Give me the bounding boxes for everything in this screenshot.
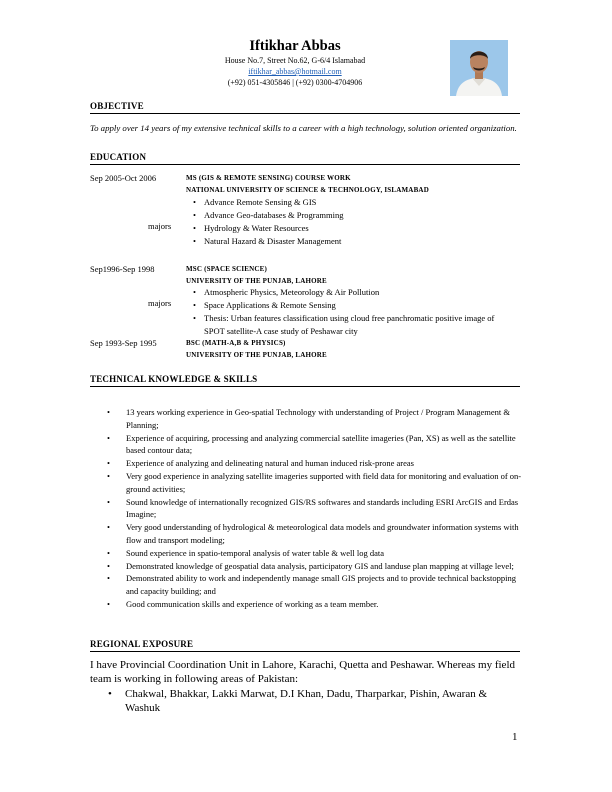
regional-list — [108, 687, 518, 715]
list-item: • Experience of acquiring, processing and analyzing commercial satellite imageries (Pan, XS) as well as the satellite based contour data; — [107, 432, 522, 458]
edu-majors-label: majors — [148, 298, 172, 308]
edu-majors-list — [193, 286, 513, 338]
edu-degree: BSC (MATH-A,B & PHYSICS) — [186, 339, 286, 347]
list-item: • Sound knowledge of internationally recognized GIS/RS softwares and standards including ESRI ArcGIS and Erdas Imagine; — [107, 496, 522, 522]
list-item: • Thesis: Urban features classification using cloud free panchromatic positive image of SPOT satellite-A case study of Peshawar city — [193, 312, 513, 338]
list-item: • Atmospheric Physics, Meteorology & Air Pollution — [193, 286, 513, 299]
list-item: • Space Applications & Remote Sensing — [193, 299, 513, 312]
edu-university: NATIONAL UNIVERSITY OF SCIENCE & TECHNOLOGY, ISLAMABAD — [186, 186, 429, 194]
edu-degree: MSC (SPACE SCIENCE) — [186, 265, 268, 273]
edu-university: UNIVERSITY OF THE PUNJAB, LAHORE — [186, 351, 327, 359]
profile-photo — [450, 40, 508, 96]
regional-heading: REGIONAL EXPOSURE — [90, 638, 520, 652]
skills-list — [107, 406, 522, 611]
edu-majors-label: majors — [148, 221, 172, 231]
list-item: • Advance Remote Sensing & GIS — [193, 196, 513, 209]
list-item: • Chakwal, Bhakkar, Lakki Marwat, D.I Khan, Dadu, Tharparkar, Pishin, Awaran & Washuk — [108, 687, 518, 715]
phone-numbers: (+92) 051-4305846 | (+92) 0300-4704906 — [227, 78, 363, 87]
address: House No.7, Street No.62, G-6/4 Islamabad — [224, 56, 366, 65]
list-item: • Good communication skills and experience of working as a team member. — [107, 598, 522, 611]
list-item: • Hydrology & Water Resources — [193, 222, 513, 235]
edu-dates: Sep 2005-Oct 2006 — [90, 173, 157, 183]
list-item: • Demonstrated knowledge of geospatial data analysis, participatory GIS and landuse plan mapping at village level; — [107, 560, 522, 573]
contact-header — [195, 37, 395, 88]
edu-degree: MS (GIS & REMOTE SENSING) COURSE WORK — [186, 174, 351, 182]
skills-heading: TECHNICAL KNOWLEDGE & SKILLS — [90, 373, 520, 387]
edu-dates: Sep1996-Sep 1998 — [90, 264, 155, 274]
edu-dates: Sep 1993-Sep 1995 — [90, 338, 157, 348]
list-item: • Natural Hazard & Disaster Management — [193, 235, 513, 248]
person-portrait-icon — [450, 40, 508, 96]
edu-majors-list — [193, 196, 513, 248]
list-item: • Demonstrated ability to work and independently manage small GIS projects and to provide technical backstopping and capacity building; and — [107, 572, 522, 598]
objective-heading: OBJECTIVE — [90, 100, 520, 114]
email-link[interactable]: iftikhar_abbas@hotmail.com — [248, 67, 342, 76]
education-heading: EDUCATION — [90, 151, 520, 165]
list-item: • Very good understanding of hydrological & meteorological data models and groundwater information systems with flow and transport modeling; — [107, 521, 522, 547]
list-item: • Very good experience in analyzing satellite imageries supported with field data for monitoring and evaluation of on-ground activities; — [107, 470, 522, 496]
edu-university: UNIVERSITY OF THE PUNJAB, LAHORE — [186, 277, 327, 285]
regional-text: I have Provincial Coordination Unit in Lahore, Karachi, Quetta and Peshawar. Whereas my field team is working in following areas of Pakistan: — [90, 659, 515, 685]
list-item: • Advance Geo-databases & Programming — [193, 209, 513, 222]
list-item: • 13 years working experience in Geo-spatial Technology with understanding of Project / Program Management & Planning; — [107, 406, 522, 432]
candidate-name: Iftikhar Abbas — [249, 38, 341, 54]
page-number: 1 — [512, 731, 518, 743]
objective-text: To apply over 14 years of my extensive technical skills to a career with a high technology, solution oriented organization. — [90, 123, 517, 133]
list-item: • Sound experience in spatio-temporal analysis of water table & well log data — [107, 547, 522, 560]
list-item: • Experience of analyzing and delineating natural and human induced risk-prone areas — [107, 457, 522, 470]
